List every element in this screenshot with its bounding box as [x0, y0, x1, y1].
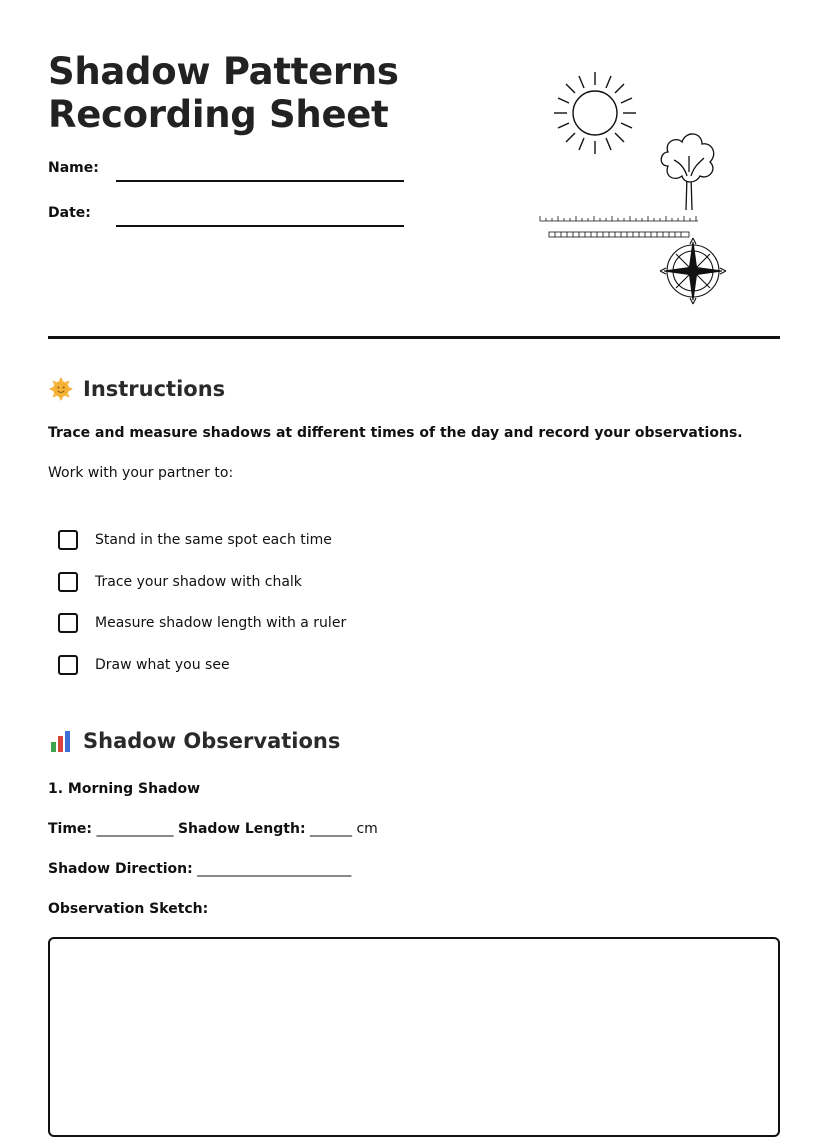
list-item [58, 611, 346, 635]
shadow-direction-blank[interactable]: ______________________ [197, 861, 352, 877]
task-label: Trace your shadow with chalk [95, 573, 302, 590]
time-blank[interactable]: ___________ [96, 821, 174, 837]
sketch-label: Observation Sketch: [48, 901, 209, 917]
list-item [58, 528, 346, 552]
direction-row [48, 861, 351, 877]
section-divider [48, 336, 780, 339]
page-title: Shadow Patterns Recording Sheet [48, 50, 399, 136]
observation-item-title: 1. Morning Shadow [48, 781, 201, 797]
task-checkbox[interactable] [58, 572, 78, 592]
observation-sketch-box[interactable] [48, 937, 780, 1137]
shadow-length-blank[interactable]: ______ [310, 821, 352, 837]
sun-tree-ruler-compass-illustration [536, 66, 731, 306]
list-item [58, 570, 346, 594]
name-field[interactable] [116, 180, 404, 182]
date-label: Date: [48, 205, 91, 221]
bar-chart-icon [48, 728, 74, 754]
task-label: Measure shadow length with a ruler [95, 615, 347, 631]
task-checklist [58, 528, 346, 694]
observations-heading-text: Shadow Observations [83, 729, 341, 753]
time-label: Time: [48, 821, 93, 837]
task-checkbox[interactable] [58, 655, 78, 675]
recording-sheet [48, 0, 780, 1118]
task-checkbox[interactable] [58, 613, 78, 633]
instructions-heading-text: Instructions [83, 377, 226, 401]
task-label: Draw what you see [95, 656, 230, 673]
compass-rose-icon [660, 238, 726, 304]
time-length-row [48, 821, 378, 837]
name-label: Name: [48, 160, 99, 176]
sun-face-icon [48, 376, 74, 402]
observations-heading [48, 728, 340, 754]
instructions-lead: Trace and measure shadows at different times of the day and record your observations. [48, 425, 743, 441]
ruler-icon [540, 216, 698, 237]
shadow-length-label: Shadow Length: [177, 821, 306, 837]
sun-icon [554, 72, 636, 154]
task-label: Stand in the same spot each time [95, 532, 332, 548]
instructions-intro: Work with your partner to: [48, 465, 234, 481]
tree-icon [661, 134, 713, 210]
list-item [58, 653, 346, 677]
instructions-heading [48, 376, 225, 402]
task-checkbox[interactable] [58, 530, 78, 550]
shadow-length-unit: cm [356, 821, 378, 837]
date-field[interactable] [116, 225, 404, 227]
shadow-direction-label: Shadow Direction: [48, 861, 193, 877]
